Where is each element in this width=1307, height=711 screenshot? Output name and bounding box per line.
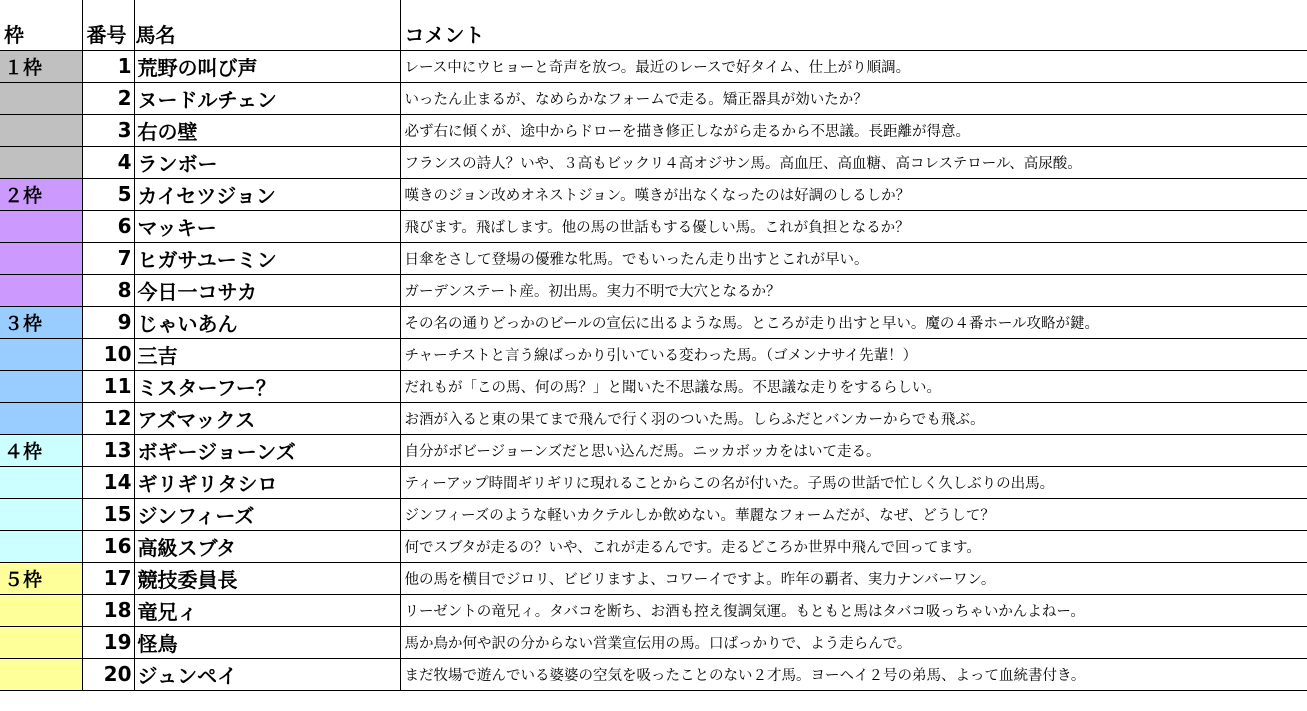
- horse-name: ヌードルチェン: [134, 82, 400, 114]
- horse-number: 9: [82, 306, 134, 338]
- frame-cell: [0, 594, 82, 626]
- horse-comment: フランスの詩人？いや、３高もビックリ４高オジサン馬。高血圧、高血糖、高コレステロール、高尿酸。: [400, 146, 1307, 178]
- header-waku: 枠: [0, 0, 82, 50]
- table-row: [0, 338, 1307, 370]
- horse-name: ジンフィーズ: [134, 498, 400, 530]
- horse-name: 三吉: [134, 338, 400, 370]
- frame-cell: [0, 402, 82, 434]
- horse-comment: 何でスブタが走るの？いや、これが走るんです。走るどころか世界中飛んで回ってます。: [400, 530, 1307, 562]
- frame-cell: ３枠: [0, 306, 82, 338]
- horse-comment: ティーアップ時間ギリギリに現れることからこの名が付いた。子馬の世話で忙しく久しぶりの出馬。: [400, 466, 1307, 498]
- horse-name: ヒガサユーミン: [134, 242, 400, 274]
- horse-number: 11: [82, 370, 134, 402]
- table-row: [0, 658, 1307, 690]
- table-row: [0, 370, 1307, 402]
- header-number: 番号: [82, 0, 134, 50]
- table-row: [0, 466, 1307, 498]
- frame-cell: [0, 498, 82, 530]
- frame-cell: [0, 146, 82, 178]
- horse-number: 8: [82, 274, 134, 306]
- horse-number: 10: [82, 338, 134, 370]
- header-row: [0, 0, 1307, 50]
- table-row: [0, 274, 1307, 306]
- table-row: [0, 562, 1307, 594]
- horse-number: 20: [82, 658, 134, 690]
- horse-comment: 日傘をさして登場の優雅な牝馬。でもいったん走り出すとこれが早い。: [400, 242, 1307, 274]
- horse-comment: 他の馬を横目でジロリ、ビビリますよ、コワーイですよ。昨年の覇者、実力ナンバーワン。: [400, 562, 1307, 594]
- horse-comment: お酒が入ると東の果てまで飛んで行く羽のついた馬。しらふだとバンカーからでも飛ぶ。: [400, 402, 1307, 434]
- table-row: [0, 146, 1307, 178]
- horse-name: 荒野の叫び声: [134, 50, 400, 82]
- table-row: [0, 178, 1307, 210]
- frame-cell: [0, 466, 82, 498]
- horse-name: 右の壁: [134, 114, 400, 146]
- horse-name: マッキー: [134, 210, 400, 242]
- header-comment: コメント: [400, 0, 1307, 50]
- table-row: [0, 242, 1307, 274]
- frame-cell: [0, 530, 82, 562]
- horse-comment: 嘆きのジョン改めオネストジョン。嘆きが出なくなったのは好調のしるしか？: [400, 178, 1307, 210]
- horse-name: じゃいあん: [134, 306, 400, 338]
- horse-number: 13: [82, 434, 134, 466]
- frame-cell: １枠: [0, 50, 82, 82]
- table-row: [0, 626, 1307, 658]
- horse-comment: チャーチストと言う線ばっかり引いている変わった馬。（ゴメンナサイ先輩！）: [400, 338, 1307, 370]
- horse-name: 高級スブタ: [134, 530, 400, 562]
- horse-number: 14: [82, 466, 134, 498]
- horse-name: 今日一コサカ: [134, 274, 400, 306]
- horse-name: ランボー: [134, 146, 400, 178]
- horse-name: ジュンペイ: [134, 658, 400, 690]
- horse-number: 4: [82, 146, 134, 178]
- frame-cell: [0, 338, 82, 370]
- frame-cell: ５枠: [0, 562, 82, 594]
- horse-number: 3: [82, 114, 134, 146]
- horse-comment: まだ牧場で遊んでいる婆婆の空気を吸ったことのない２才馬。ヨーヘイ２号の弟馬、よって血統書付き。: [400, 658, 1307, 690]
- table-row: [0, 402, 1307, 434]
- horse-comment: 自分がボビージョーンズだと思い込んだ馬。ニッカボッカをはいて走る。: [400, 434, 1307, 466]
- horse-number: 2: [82, 82, 134, 114]
- horse-number: 19: [82, 626, 134, 658]
- table-row: [0, 530, 1307, 562]
- frame-cell: [0, 242, 82, 274]
- horse-comment: レース中にウヒョーと奇声を放つ。最近のレースで好タイム、仕上がり順調。: [400, 50, 1307, 82]
- horse-number: 12: [82, 402, 134, 434]
- frame-cell: [0, 626, 82, 658]
- table-row: [0, 306, 1307, 338]
- horse-name: 竜兄ィ: [134, 594, 400, 626]
- horse-number: 7: [82, 242, 134, 274]
- header-name: 馬名: [134, 0, 400, 50]
- table-row: [0, 50, 1307, 82]
- horse-comment: その名の通りどっかのビールの宣伝に出るような馬。ところが走り出すと早い。魔の４番ホール攻略が鍵。: [400, 306, 1307, 338]
- table-row: [0, 594, 1307, 626]
- frame-cell: [0, 82, 82, 114]
- horse-comment: いったん止まるが、なめらかなフォームで走る。矯正器具が効いたか？: [400, 82, 1307, 114]
- horse-number: 5: [82, 178, 134, 210]
- horse-comment: 必ず右に傾くが、途中からドローを描き修正しながら走るから不思議。長距離が得意。: [400, 114, 1307, 146]
- frame-cell: ４枠: [0, 434, 82, 466]
- frame-cell: [0, 658, 82, 690]
- horse-number: 15: [82, 498, 134, 530]
- frame-cell: [0, 210, 82, 242]
- horse-comment: だれもが「この馬、何の馬？」と聞いた不思議な馬。不思議な走りをするらしい。: [400, 370, 1307, 402]
- horse-name: ボギージョーンズ: [134, 434, 400, 466]
- horse-comment: 馬か鳥か何や訳の分からない営業宣伝用の馬。口ばっかりで、よう走らんで。: [400, 626, 1307, 658]
- horse-name: 怪鳥: [134, 626, 400, 658]
- horse-number: 17: [82, 562, 134, 594]
- horse-name: カイセツジョン: [134, 178, 400, 210]
- horse-name: アズマックス: [134, 402, 400, 434]
- horse-number: 16: [82, 530, 134, 562]
- horse-number: 18: [82, 594, 134, 626]
- horse-comment: リーゼントの竜兄ィ。タバコを断ち、お酒も控え復調気運。もともと馬はタバコ吸っちゃいかんよねー。: [400, 594, 1307, 626]
- table-row: [0, 498, 1307, 530]
- frame-cell: [0, 274, 82, 306]
- table-row: [0, 434, 1307, 466]
- horse-name: ミスターフー？: [134, 370, 400, 402]
- horse-comment: ガーデンステート産。初出馬。実力不明で大穴となるか？: [400, 274, 1307, 306]
- horse-comment: ジンフィーズのような軽いカクテルしか飲めない。華麗なフォームだが、なぜ、どうして？: [400, 498, 1307, 530]
- horse-comment: 飛びます。飛ばします。他の馬の世話もする優しい馬。これが負担となるか？: [400, 210, 1307, 242]
- frame-cell: [0, 370, 82, 402]
- horse-number: 6: [82, 210, 134, 242]
- table-row: [0, 82, 1307, 114]
- horse-name: ギリギリタシロ: [134, 466, 400, 498]
- horse-number: 1: [82, 50, 134, 82]
- frame-cell: ２枠: [0, 178, 82, 210]
- frame-cell: [0, 114, 82, 146]
- table-row: [0, 210, 1307, 242]
- horse-name: 競技委員長: [134, 562, 400, 594]
- table-row: [0, 114, 1307, 146]
